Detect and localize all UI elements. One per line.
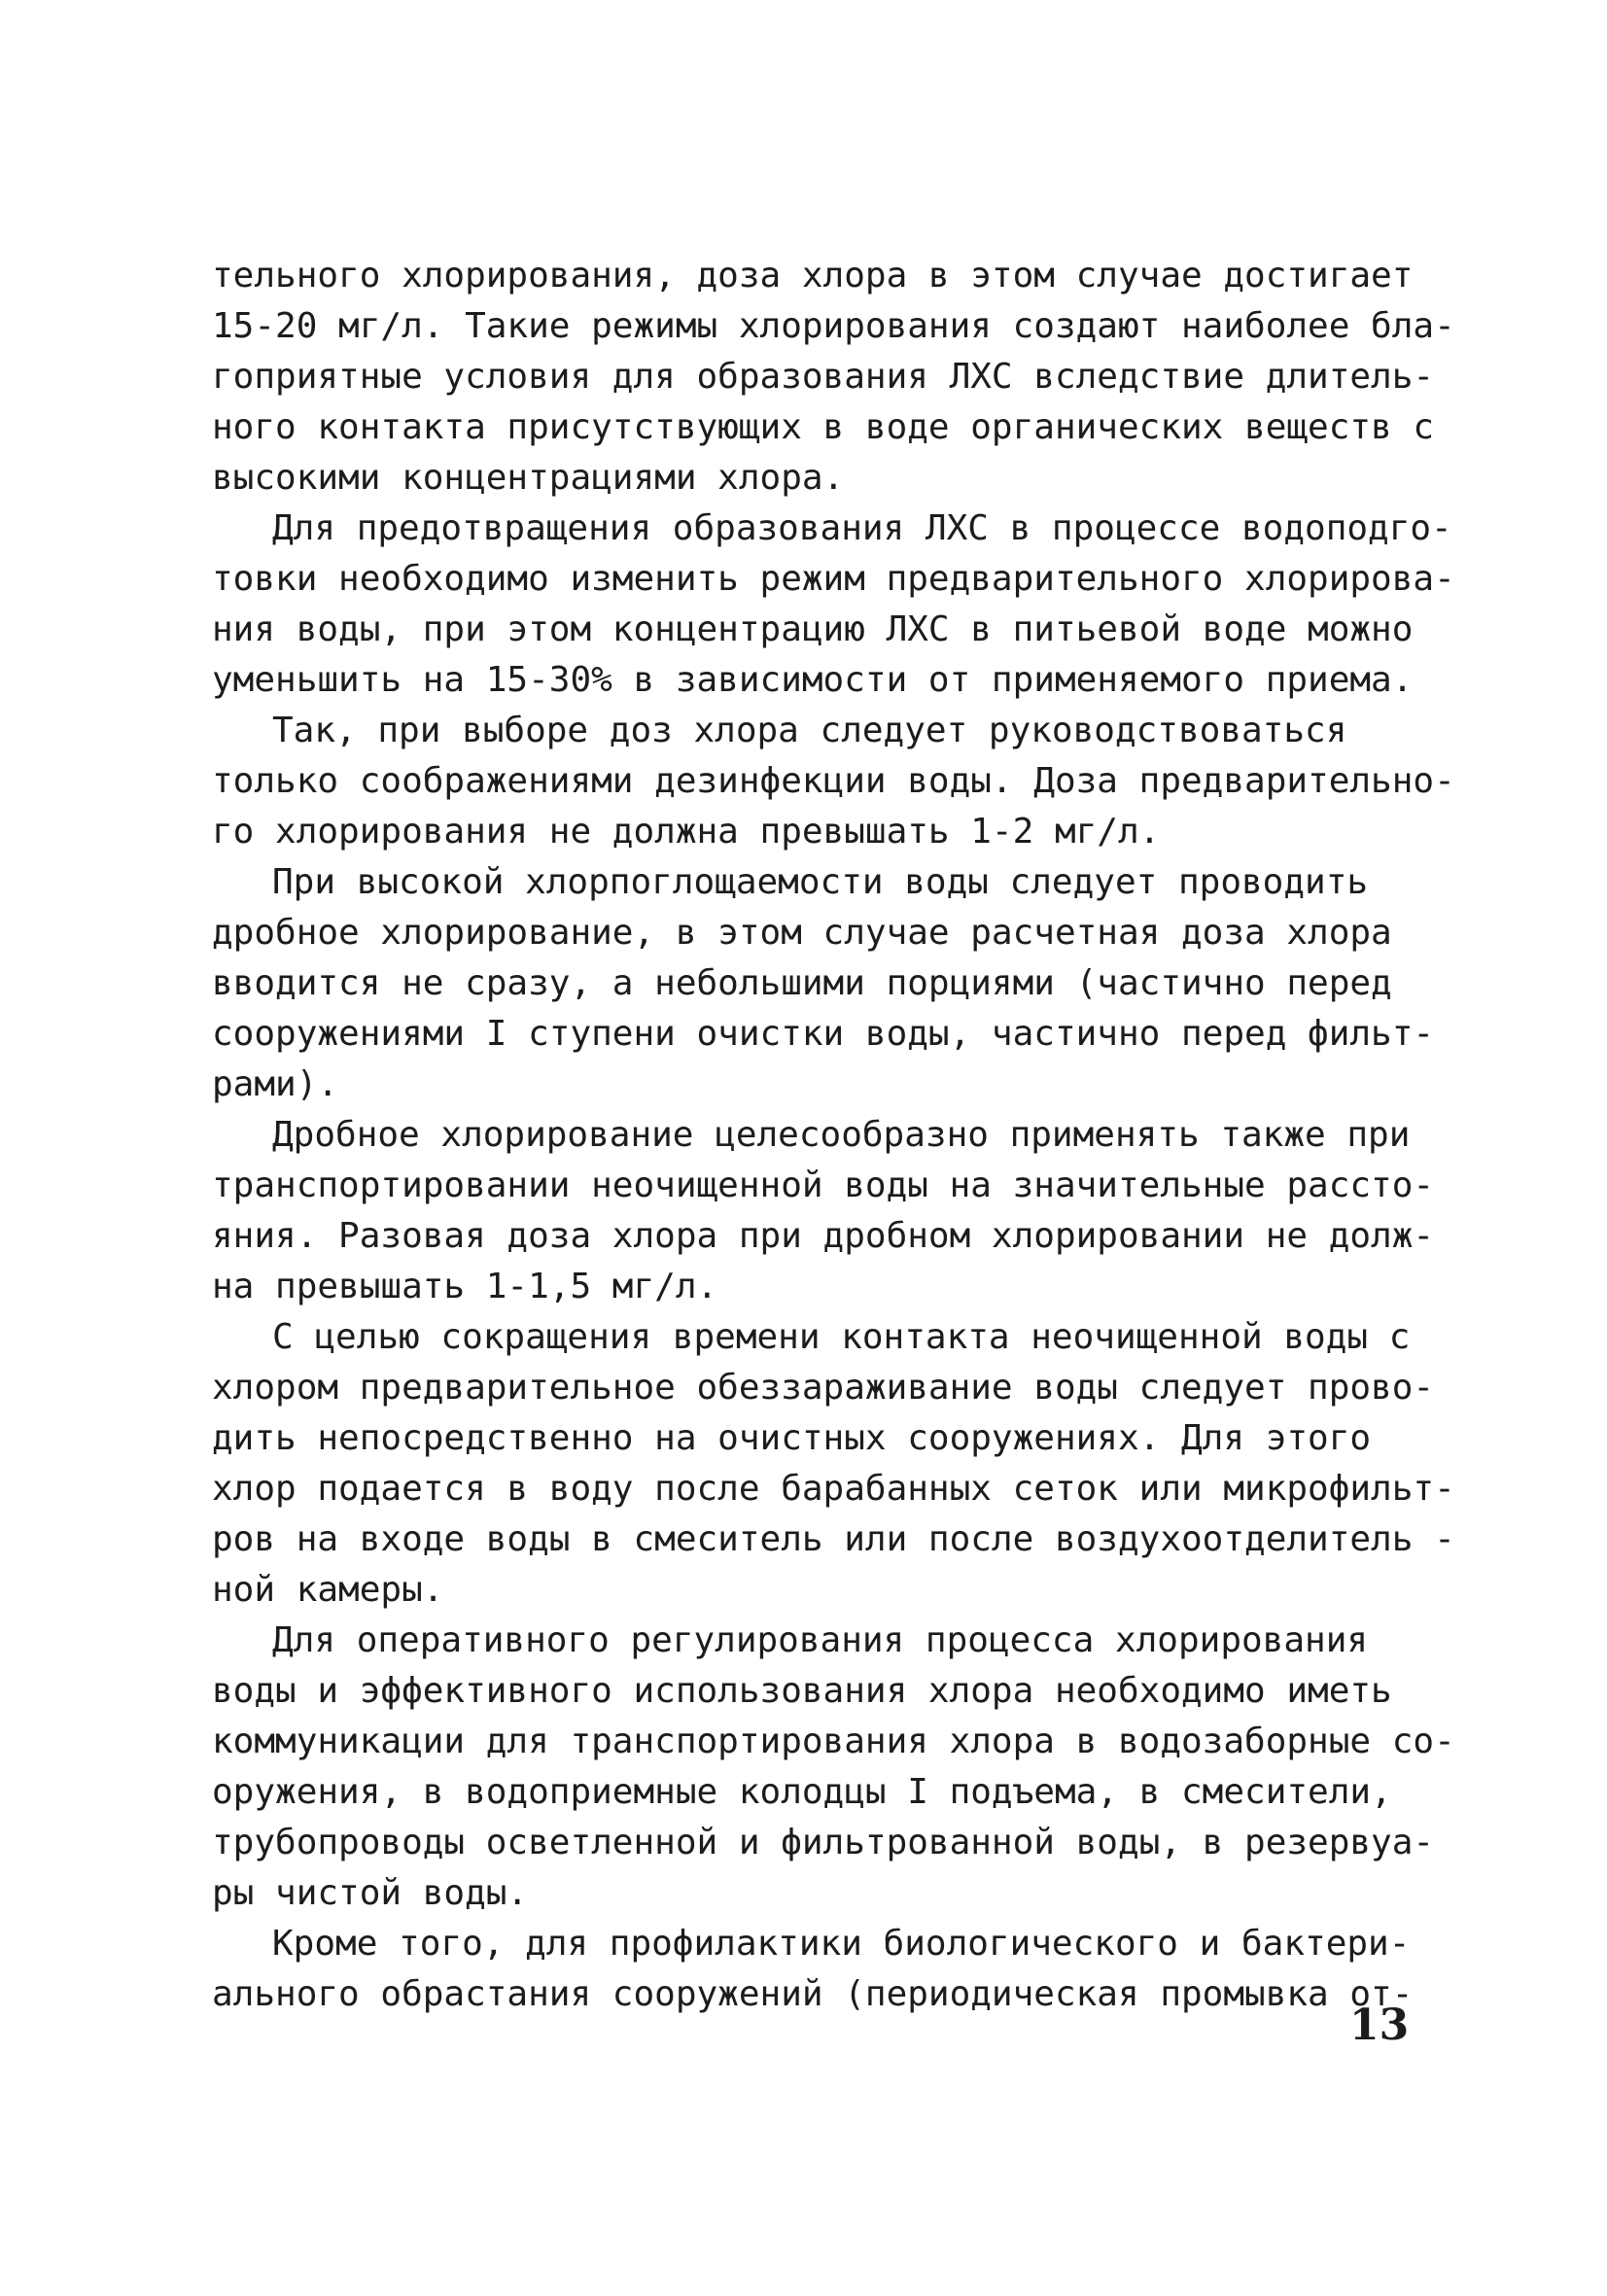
paragraph-first-line: При высокой хлорпоглощаемости воды следует проводить <box>272 862 1369 902</box>
paragraph-first-line: Для предотвращения образования ЛХС в процессе водоподго- <box>272 508 1452 548</box>
text-line: хлором предварительное обеззараживание воды следует прово- <box>212 1368 1435 1408</box>
text-line: ного контакта присутствующих в воде органических веществ с <box>212 407 1435 447</box>
text-line: товки необходимо изменить режим предварительного хлорирова- <box>212 559 1455 599</box>
text-line: уменьшить на 15-30% в зависимости от применяемого приема. <box>212 660 1414 700</box>
text-line: ального обрастания сооружений (периодическая промывка от- <box>212 1974 1414 2014</box>
text-line: транспортировании неочищенной воды на значительные расcто- <box>212 1165 1435 1205</box>
paragraph-first-line: Дробное хлорирование целесообразно применять также при <box>272 1115 1411 1155</box>
text-line: тельного хлорирования, доза хлора в этом случае достигает <box>212 256 1414 296</box>
text-line: только соображениями дезинфекции воды. Доза предварительно- <box>212 761 1455 801</box>
text-line: дробное хлорирование, в этом случае расчетная доза хлора <box>212 913 1392 953</box>
text-line: рами). <box>212 1064 339 1104</box>
text-line: вводится не сразу, а небольшими порциями (частично перед <box>212 963 1392 1003</box>
text-line: ния воды, при этом концентрацию ЛХС в питьевой воде можно <box>212 609 1414 649</box>
text-line: дить непосредственно на очистных сооружениях. Для этого <box>212 1418 1372 1458</box>
paragraph-first-line: С целью сокращения времени контакта неочищенной воды с <box>272 1317 1411 1357</box>
text-line: хлор подается в воду после барабанных сеток или микрофильт- <box>212 1469 1455 1509</box>
page-number: 13 <box>1349 2000 1410 2050</box>
text-line: оружения, в водоприемные колодцы I подъема, в смесители, <box>212 1772 1392 1812</box>
body-text <box>212 251 1455 2020</box>
text-line: гоприятные условия для образования ЛХС вследствие длитель- <box>212 357 1435 397</box>
text-line: трубопроводы осветленной и фильтрованной воды, в резервуа- <box>212 1823 1435 1862</box>
text-line: ров на входе воды в смеситель или после воздухоотделитель - <box>212 1519 1455 1559</box>
text-line: высокими концентрациями хлора. <box>212 458 845 498</box>
text-line: яния. Разовая доза хлора при дробном хлорировании не долж- <box>212 1216 1435 1256</box>
paragraph-first-line: Для оперативного регулирования процесса хлорирования <box>272 1620 1369 1660</box>
paragraph-first-line: Так, при выборе доз хлора следует руководствоваться <box>272 711 1347 750</box>
text-line: 15-20 мг/л. Такие режимы хлорирования создают наиболее бла- <box>212 306 1455 346</box>
text-line: ной камеры. <box>212 1570 444 1610</box>
text-line: воды и эффективного использования хлора необходимо иметь <box>212 1671 1392 1711</box>
text-line: коммуникации для транспортирования хлора в водозаборные со- <box>212 1722 1455 1761</box>
text-line: сооружениями I ступени очистки воды, частично перед фильт- <box>212 1014 1435 1054</box>
text-line: го хлорирования не должна превышать 1-2 мг/л. <box>212 812 1161 852</box>
text-line: ры чистой воды. <box>212 1873 529 1913</box>
paragraph-first-line: Кроме того, для профилактики биологического и бактери- <box>272 1924 1411 1964</box>
text-line: на превышать 1-1,5 мг/л. <box>212 1267 718 1306</box>
